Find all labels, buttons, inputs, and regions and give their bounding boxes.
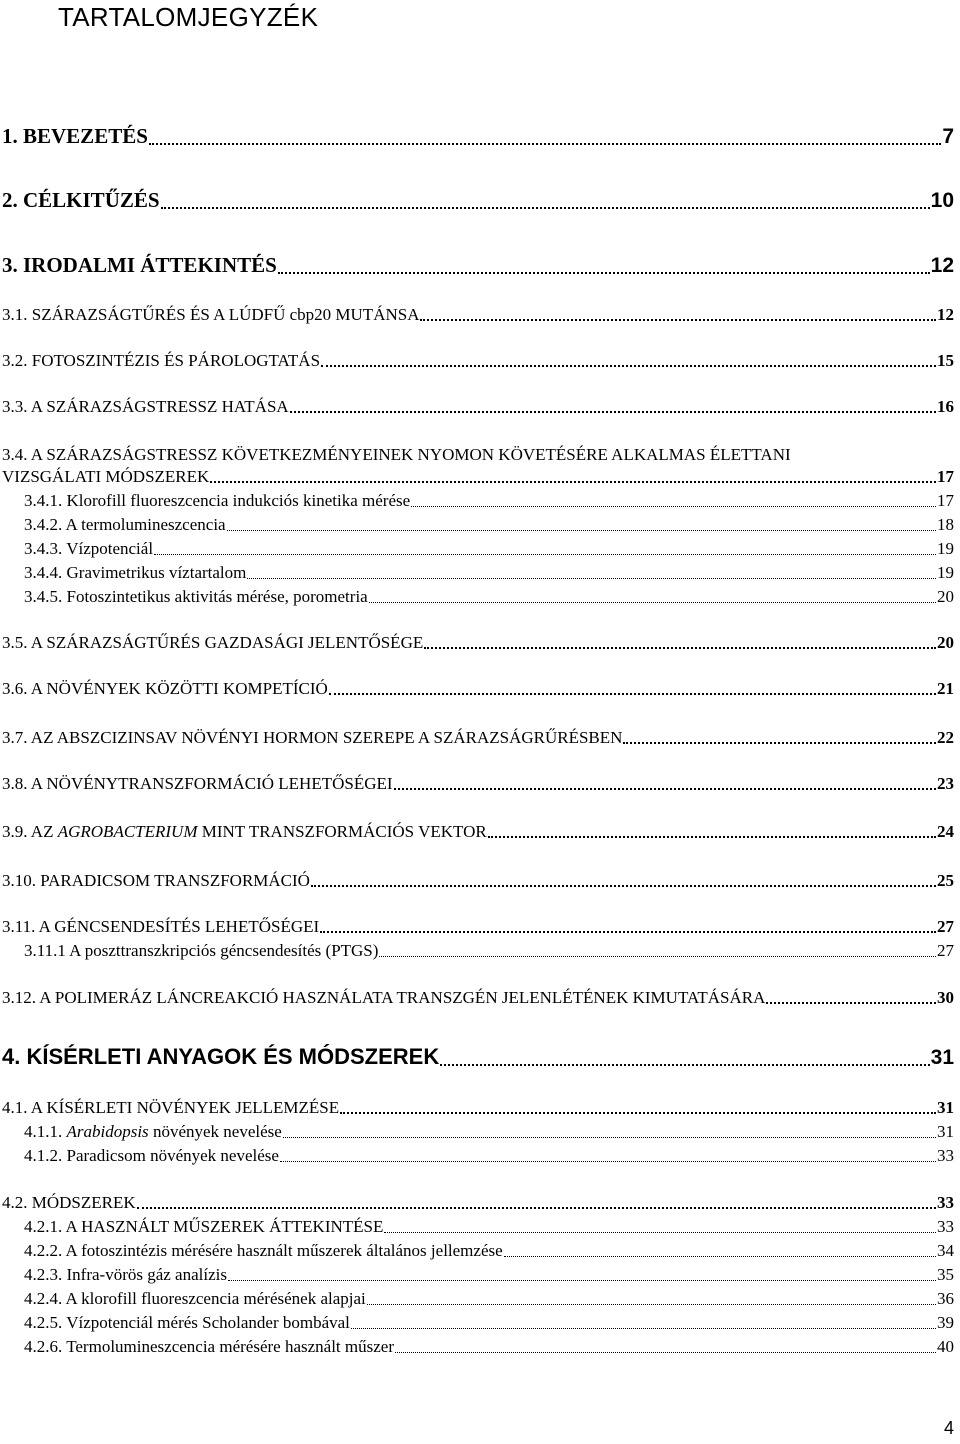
- toc-entry-1[interactable]: [2, 124, 954, 149]
- dot-leader: [766, 1002, 936, 1004]
- toc-entry-3-6[interactable]: [2, 679, 954, 699]
- dot-leader: [227, 530, 936, 531]
- toc-page-number: 19: [937, 539, 954, 558]
- toc-entry-4-2-2[interactable]: [24, 1241, 954, 1261]
- toc-label: 4.2.2. A fotoszintézis mérésére használt műszerek általános jellemzése: [24, 1241, 503, 1260]
- toc-label: 3.5. A SZÁRAZSÁGTŰRÉS GAZDASÁGI JELENTŐSÉGE: [2, 633, 424, 652]
- dot-leader: [311, 885, 936, 887]
- dot-leader: [210, 481, 936, 483]
- dot-leader: [161, 207, 930, 209]
- toc-page-number: 25: [937, 871, 954, 890]
- toc-page-number: 36: [937, 1289, 954, 1308]
- toc-label: 4.2.3. Infra-vörös gáz analízis: [24, 1265, 227, 1284]
- toc-label: 3. IRODALMI ÁTTEKINTÉS: [2, 253, 277, 277]
- toc-page-number: 20: [937, 633, 954, 652]
- toc-entry-3-4[interactable]: [2, 467, 954, 487]
- dot-leader: [367, 1304, 936, 1305]
- toc-label: 4. KÍSÉRLETI ANYAGOK ÉS MÓDSZEREK: [2, 1044, 440, 1069]
- dot-leader: [623, 742, 936, 744]
- toc-label: 1. BEVEZETÉS: [2, 124, 148, 148]
- toc-page-number: 31: [937, 1122, 954, 1141]
- toc-entry-3-4-5[interactable]: [24, 587, 954, 607]
- page-title: TARTALOMJEGYZÉK: [58, 2, 319, 32]
- toc-page-number: 33: [937, 1193, 954, 1212]
- dot-leader: [504, 1256, 936, 1257]
- toc-page-number: 24: [937, 822, 954, 841]
- toc-entry-3[interactable]: [2, 253, 954, 278]
- toc-page-number: 19: [937, 563, 954, 582]
- toc-label: 3.4.1. Klorofill fluoreszcencia indukciós kinetika mérése: [24, 491, 411, 510]
- dot-leader: [369, 602, 936, 603]
- toc-entry-3-2[interactable]: [2, 351, 954, 371]
- toc-page-number: 35: [937, 1265, 954, 1284]
- dot-leader: [394, 788, 936, 790]
- toc-label-pre: 3.9. AZ: [2, 822, 58, 841]
- dot-leader: [411, 506, 936, 507]
- toc-entry-4-2-5[interactable]: [24, 1313, 954, 1333]
- toc-entry-4[interactable]: [2, 1044, 954, 1070]
- toc-label: 4.2.4. A klorofill fluoreszcencia mérésének alapjai: [24, 1289, 366, 1308]
- toc-entry-4-2-1[interactable]: [24, 1217, 954, 1237]
- toc-entry-3-8[interactable]: [2, 774, 954, 794]
- toc-page-number: 22: [937, 728, 954, 747]
- toc-label-pre: 4.1.1.: [24, 1122, 67, 1141]
- dot-leader: [440, 1064, 929, 1066]
- toc-entry-4-2-3[interactable]: [24, 1265, 954, 1285]
- dot-leader: [278, 272, 930, 274]
- toc-label: VIZSGÁLATI MÓDSZEREK: [2, 467, 210, 486]
- toc-label: 3.11.1 A poszttranszkripciós géncsendesítés (PTGS): [24, 941, 379, 960]
- toc-label: 3.12. A POLIMERÁZ LÁNCREAKCIÓ HASZNÁLATA TRANSZGÉN JELENLÉTÉNEK KIMUTATÁSÁRA: [2, 988, 766, 1007]
- toc-page-number: 12: [930, 254, 954, 277]
- dot-leader: [228, 1280, 936, 1281]
- dot-leader: [154, 554, 936, 555]
- toc-entry-2[interactable]: [2, 188, 954, 213]
- toc-label: 3.4.4. Gravimetrikus víztartalom: [24, 563, 247, 582]
- toc-page-number: 21: [937, 679, 954, 698]
- toc-entry-3-11[interactable]: [2, 917, 954, 937]
- dot-leader: [424, 647, 936, 649]
- toc-entry-3-11-1[interactable]: [24, 941, 954, 961]
- toc-page-number: 39: [937, 1313, 954, 1332]
- toc-entry-3-3[interactable]: [2, 397, 954, 417]
- dot-leader: [290, 411, 936, 413]
- toc-page-number: 33: [937, 1146, 954, 1165]
- toc-entry-4-1-2[interactable]: [24, 1146, 954, 1166]
- toc-label: 4.2.6. Termolumineszcencia mérésére használt műszer: [24, 1337, 394, 1356]
- toc-page-number: 30: [937, 988, 954, 1007]
- toc-page-number: 33: [937, 1217, 954, 1236]
- toc-page-number: 20: [937, 587, 954, 606]
- toc-label: 3.1. SZÁRAZSÁGTŰRÉS ÉS A LÚDFŰ cbp20 MUTÁNSA: [2, 305, 420, 324]
- dot-leader: [321, 365, 936, 367]
- toc-page-number: 16: [937, 397, 954, 416]
- toc-entry-4-1[interactable]: [2, 1098, 954, 1118]
- toc-label: 3.11. A GÉNCSENDESÍTÉS LEHETŐSÉGEI: [2, 917, 320, 936]
- toc-page-number: 31: [930, 1046, 954, 1069]
- dot-leader: [329, 693, 936, 695]
- toc-label: 2. CÉLKITŰZÉS: [2, 188, 160, 212]
- toc-label-italic: Arabidopsis: [66, 1122, 149, 1141]
- dot-leader: [340, 1112, 936, 1114]
- toc-label: 4.1. A KÍSÉRLETI NÖVÉNYEK JELLEMZÉSE: [2, 1098, 340, 1117]
- toc-label: [24, 1122, 282, 1142]
- toc-label: 3.6. A NÖVÉNYEK KÖZÖTTI KOMPETÍCIÓ: [2, 679, 328, 698]
- toc-label: 3.8. A NÖVÉNYTRANSZFORMÁCIÓ LEHETŐSÉGEI: [2, 774, 393, 793]
- toc-entry-3-4-line1[interactable]: 3.4. A SZÁRAZSÁGSTRESSZ KÖVETKEZMÉNYEINEK NYOMON KÖVETÉSÉRE ALKALMAS ÉLETTANI: [2, 445, 791, 464]
- toc-label: 4.2. MÓDSZEREK: [2, 1193, 136, 1212]
- toc-page-number: 27: [937, 941, 954, 960]
- dot-leader: [149, 143, 941, 145]
- toc-entry-3-4-2[interactable]: [24, 515, 954, 535]
- toc-entry-3-4-4[interactable]: [24, 563, 954, 583]
- dot-leader: [280, 1161, 936, 1162]
- toc-page-number: 7: [942, 125, 954, 148]
- dot-leader: [420, 319, 936, 321]
- toc-label: 3.7. AZ ABSZCIZINSAV NÖVÉNYI HORMON SZEREPE A SZÁRAZSÁGRŰRÉSBEN: [2, 728, 623, 747]
- dot-leader: [384, 1232, 936, 1233]
- dot-leader: [351, 1328, 936, 1329]
- toc-page-number: 34: [937, 1241, 954, 1260]
- dot-leader: [247, 578, 936, 579]
- dot-leader: [320, 931, 936, 933]
- toc-label: 3.4.3. Vízpotenciál: [24, 539, 154, 558]
- dot-leader: [283, 1137, 936, 1138]
- toc-entry-3-1[interactable]: [2, 305, 954, 325]
- dot-leader: [137, 1207, 936, 1209]
- toc-page-number: 31: [937, 1098, 954, 1117]
- toc-label: 3.10. PARADICSOM TRANSZFORMÁCIÓ: [2, 871, 310, 890]
- toc-entry-4-2[interactable]: [2, 1193, 954, 1213]
- toc-page-number: 10: [930, 189, 954, 212]
- toc-entry-4-2-4[interactable]: [24, 1289, 954, 1309]
- dot-leader: [379, 956, 936, 957]
- toc-label: 3.3. A SZÁRAZSÁGSTRESSZ HATÁSA: [2, 397, 289, 416]
- toc-entry-3-7[interactable]: [2, 728, 954, 748]
- dot-leader: [488, 836, 936, 838]
- toc-entry-3-5[interactable]: [2, 633, 954, 653]
- toc-label: 4.2.5. Vízpotenciál mérés Scholander bombával: [24, 1313, 350, 1332]
- toc-label-post: MINT TRANSZFORMÁCIÓS VEKTOR: [197, 822, 487, 841]
- dot-leader: [395, 1352, 936, 1353]
- toc-entry-3-9[interactable]: [2, 822, 954, 842]
- page-number: 4: [943, 1418, 954, 1438]
- toc-page-number: 18: [937, 515, 954, 534]
- toc-entry-4-1-1[interactable]: [24, 1122, 954, 1142]
- toc-entry-3-4-1[interactable]: [24, 491, 954, 511]
- toc-entry-3-4-3[interactable]: [24, 539, 954, 559]
- toc-entry-3-10[interactable]: [2, 871, 954, 891]
- toc-entry-3-12[interactable]: [2, 988, 954, 1008]
- toc-page-number: 23: [937, 774, 954, 793]
- toc-page-number: 27: [937, 917, 954, 936]
- toc-page-number: 17: [937, 467, 954, 486]
- toc-label: 4.2.1. A HASZNÁLT MŰSZEREK ÁTTEKINTÉSE: [24, 1217, 384, 1236]
- toc-label: 3.2. FOTOSZINTÉZIS ÉS PÁROLOGTATÁS: [2, 351, 321, 370]
- toc-page-number: 15: [937, 351, 954, 370]
- toc-label: 4.1.2. Paradicsom növények nevelése: [24, 1146, 279, 1165]
- toc-label-post: növények nevelése: [148, 1122, 282, 1141]
- toc-label: 3.4.5. Fotoszintetikus aktivitás mérése, porometria: [24, 587, 368, 606]
- toc-label-italic: AGROBACTERIUM: [57, 822, 198, 841]
- toc-page-number: 17: [937, 491, 954, 510]
- toc-page-number: 12: [937, 305, 954, 324]
- toc-page-number: 40: [937, 1337, 954, 1356]
- toc-entry-4-2-6[interactable]: [24, 1337, 954, 1357]
- toc-label: 3.4.2. A termolumineszcencia: [24, 515, 226, 534]
- toc-label: [2, 822, 487, 842]
